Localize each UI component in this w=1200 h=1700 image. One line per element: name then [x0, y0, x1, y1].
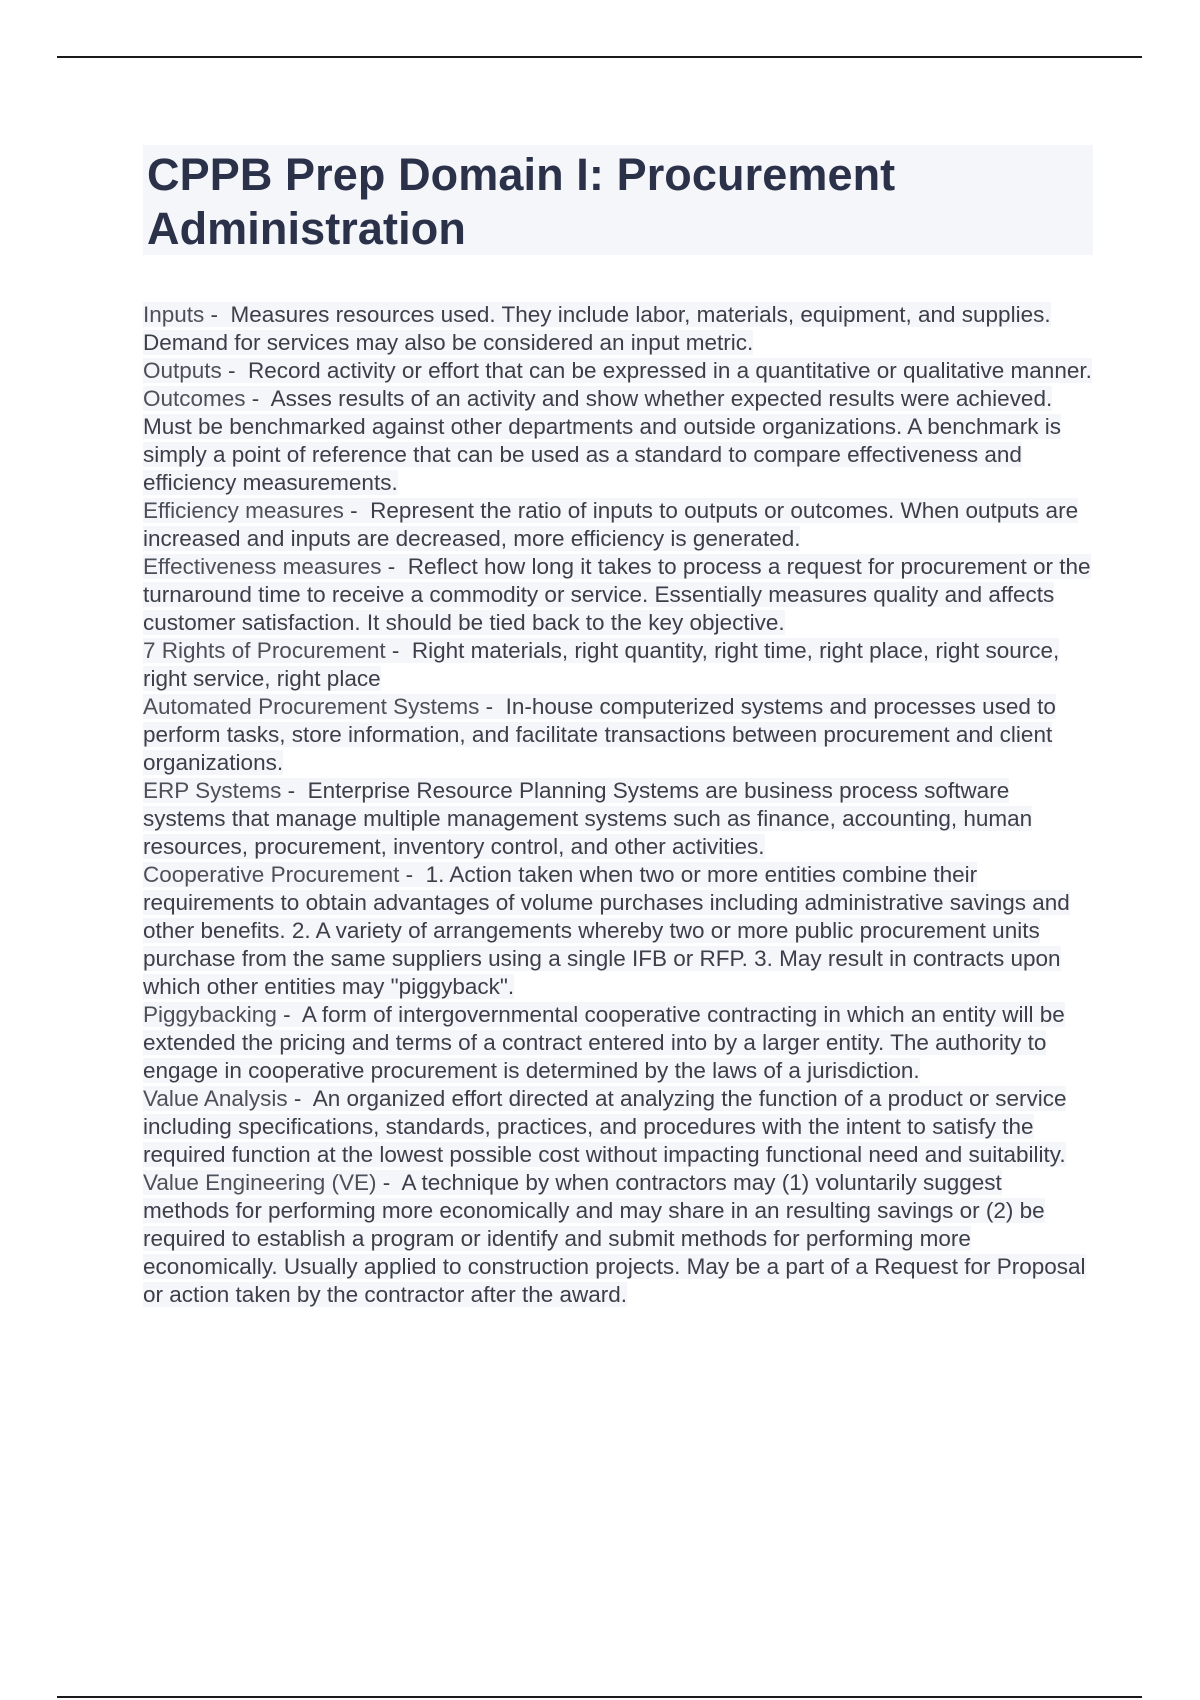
entry-definition: Right materials, right quantity, right time, right place, right source, right service, right place	[143, 638, 1060, 691]
top-rule	[57, 56, 1142, 58]
entry-term: Effectiveness measures	[143, 554, 382, 579]
entry-definition: Asses results of an activity and show whether expected results were achieved. Must be benchmarked against other departments and outside organizations. A benchmark is simply a point of reference that can be used as a standard to compare effectiveness and efficiency measurements.	[143, 386, 1062, 495]
entry-term: Cooperative Procurement	[143, 862, 400, 887]
entry-definition: Record activity or effort that can be expressed in a quantitative or qualitative manner.	[248, 358, 1092, 383]
bottom-rule	[57, 1696, 1142, 1698]
document-title: CPPB Prep Domain I: Procurement Administration	[147, 149, 896, 254]
entry-term: Automated Procurement Systems	[143, 694, 480, 719]
flashcard-entry: Efficiency measures - Represent the ratio of inputs to outputs or outcomes. When outputs are increased and inputs are decreased, more efficiency is generated.	[143, 498, 1079, 551]
flashcard-entry: Effectiveness measures - Reflect how long it takes to process a request for procurement or the turnaround time to receive a commodity or service. Essentially measures quality and affects customer satisfaction. It should be tied back to the key objective.	[143, 554, 1091, 635]
flashcard-entry: Cooperative Procurement - 1. Action taken when two or more entities combine their requirements to obtain advantages of volume purchases including administrative savings and other benefits. 2. A variety of arrangements whereby two or more public procurement units purchase from the same suppliers using a single IFB or RFP. 3. May result in contracts upon which other entities may "piggyback".	[143, 862, 1070, 999]
entry-term: ERP Systems	[143, 778, 282, 803]
flashcard-list	[143, 301, 1093, 1309]
entry-term: Outcomes	[143, 386, 246, 411]
flashcard-entry: Value Engineering (VE) - A technique by when contractors may (1) voluntarily suggest methods for performing more economically and may share in an resulting savings or (2) be required to establish a program or identify and submit methods for performing more economically. Usually applied to construction projects. May be a part of a Request for Proposal or action taken by the contractor after the award.	[143, 1170, 1086, 1307]
entry-definition: In-house computerized systems and processes used to perform tasks, store information, and facilitate transactions between procurement and client organizations.	[143, 694, 1056, 775]
title-block	[143, 145, 1093, 255]
entry-definition: Enterprise Resource Planning Systems are business process software systems that manage multiple management systems such as finance, accounting, human resources, procurement, inventory control, and other activities.	[143, 778, 1033, 859]
entry-definition: Reflect how long it takes to process a request for procurement or the turnaround time to receive a commodity or service. Essentially measures quality and affects customer satisfaction. It should be tied back to the key objective.	[143, 554, 1091, 635]
entry-term: 7 Rights of Procurement	[143, 638, 386, 663]
entry-definition: 1. Action taken when two or more entities combine their requirements to obtain advantages of volume purchases including administrative savings and other benefits. 2. A variety of arrangements whereby two or more public procurement units purchase from the same suppliers using a single IFB or RFP. 3. May result in contracts upon which other entities may "piggyback".	[143, 862, 1070, 999]
entry-term: Inputs	[143, 302, 205, 327]
entry-definition: Represent the ratio of inputs to outputs or outcomes. When outputs are increased and inputs are decreased, more efficiency is generated.	[143, 498, 1079, 551]
entry-definition: An organized effort directed at analyzing the function of a product or service including specifications, standards, practices, and procedures with the intent to satisfy the required function at the lowest possible cost without impacting functional need and suitability.	[143, 1086, 1067, 1167]
flashcard-entry: Value Analysis - An organized effort directed at analyzing the function of a product or service including specifications, standards, practices, and procedures with the intent to satisfy the required function at the lowest possible cost without impacting functional need and suitability.	[143, 1086, 1067, 1167]
flashcard-entry: Outcomes - Asses results of an activity and show whether expected results were achieved. Must be benchmarked against other departments and outside organizations. A benchmark is simply a point of reference that can be used as a standard to compare effectiveness and efficiency measurements.	[143, 386, 1062, 495]
flashcard-entry: Piggybacking - A form of intergovernmental cooperative contracting in which an entity will be extended the pricing and terms of a contract entered into by a larger entity. The authority to engage in cooperative procurement is determined by the laws of a jurisdiction.	[143, 1002, 1065, 1083]
entry-definition: A form of intergovernmental cooperative contracting in which an entity will be extended the pricing and terms of a contract entered into by a larger entity. The authority to engage in cooperative procurement is determined by the laws of a jurisdiction.	[143, 1002, 1065, 1083]
entry-definition: A technique by when contractors may (1) voluntarily suggest methods for performing more economically and may share in an resulting savings or (2) be required to establish a program or identify and submit methods for performing more economically. Usually applied to construction projects. May be a part of a Request for Proposal or action taken by the contractor after the award.	[143, 1170, 1086, 1307]
entry-term: Piggybacking	[143, 1002, 277, 1027]
entry-term: Value Engineering (VE)	[143, 1170, 377, 1195]
flashcard-entry: Outputs - Record activity or effort that can be expressed in a quantitative or qualitative manner.	[143, 358, 1092, 383]
entry-term: Value Analysis	[143, 1086, 288, 1111]
flashcard-entry: 7 Rights of Procurement - Right materials, right quantity, right time, right place, right source, right service, right place	[143, 638, 1060, 691]
entry-term: Outputs	[143, 358, 222, 383]
flashcard-entry: Automated Procurement Systems - In-house computerized systems and processes used to perform tasks, store information, and facilitate transactions between procurement and client organizations.	[143, 694, 1056, 775]
flashcard-entry: Inputs - Measures resources used. They include labor, materials, equipment, and supplies. Demand for services may also be considered an input metric.	[143, 302, 1051, 355]
flashcard-entry: ERP Systems - Enterprise Resource Planning Systems are business process software systems that manage multiple management systems such as finance, accounting, human resources, procurement, inventory control, and other activities.	[143, 778, 1033, 859]
entry-definition: Measures resources used. They include labor, materials, equipment, and supplies. Demand for services may also be considered an input metric.	[143, 302, 1051, 355]
entry-term: Efficiency measures	[143, 498, 344, 523]
